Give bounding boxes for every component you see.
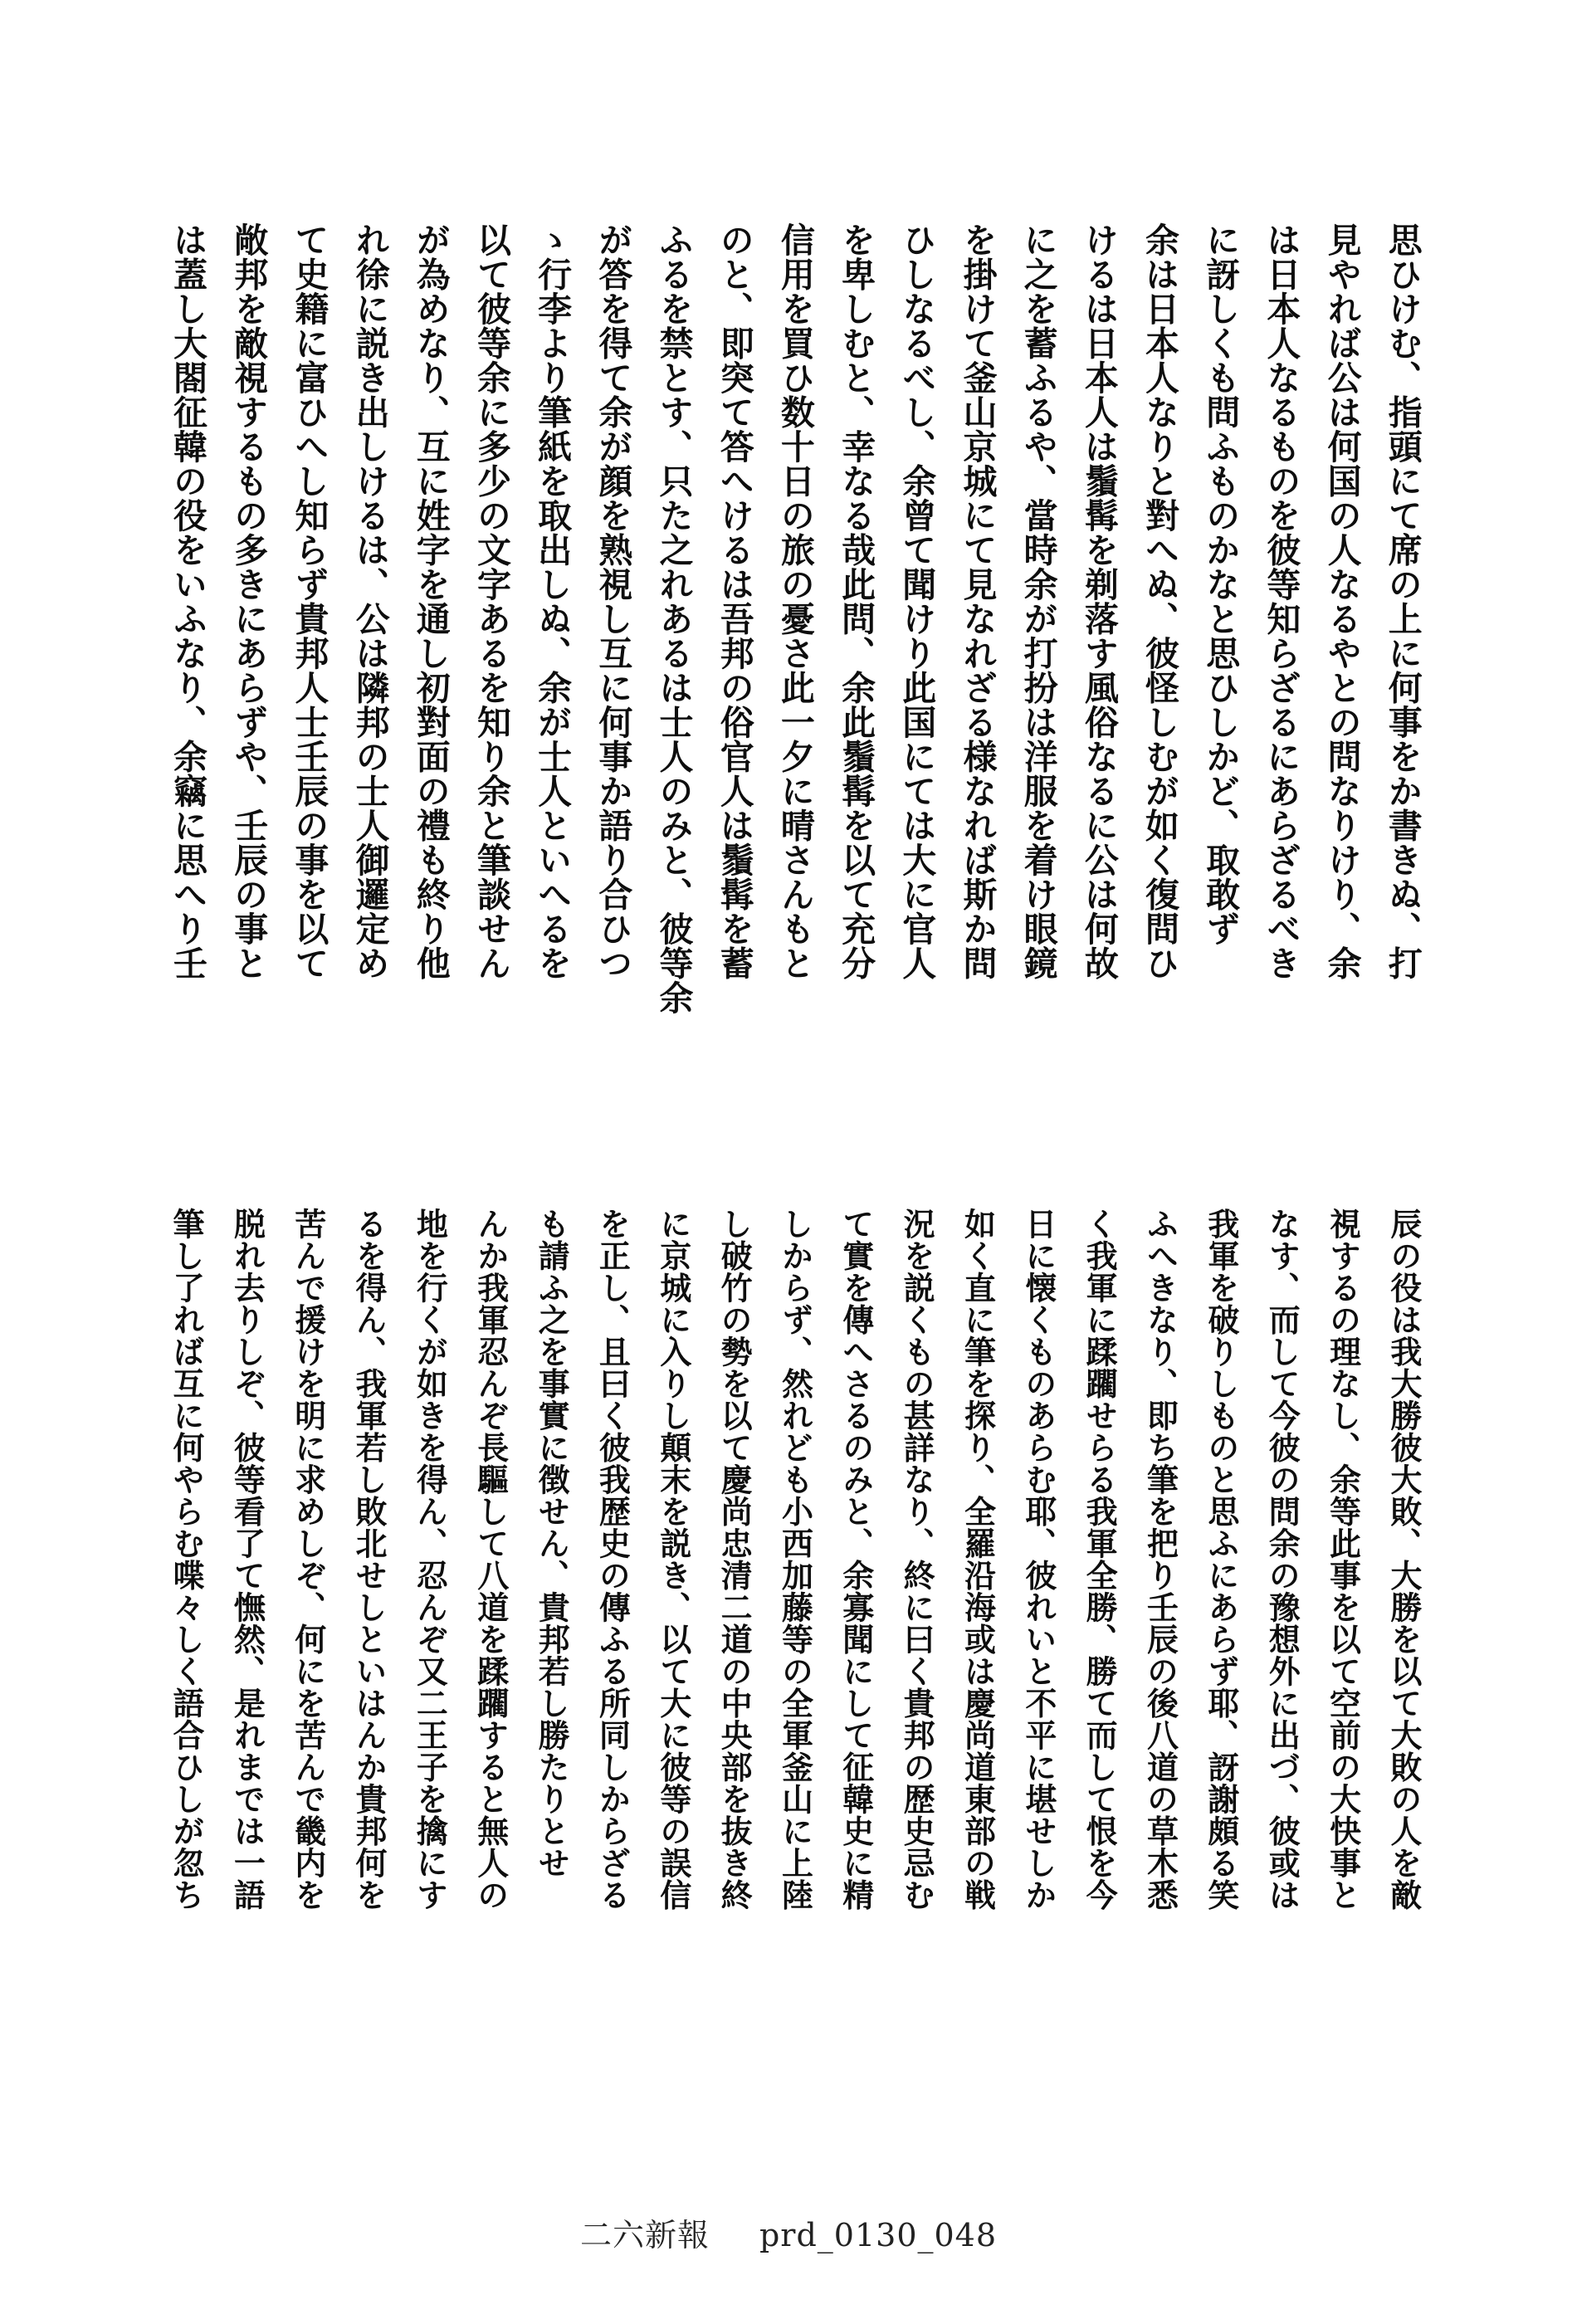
text-column: 況を説くもの甚詳なり、終に曰く貴邦の歴史忌む: [898, 1208, 936, 1911]
text-column: 以て彼等余に多少の文字あるを知り余と筆談せん: [471, 222, 511, 980]
text-column: ふるを禁とす、只た之れあるは士人のみと、彼等余: [653, 222, 694, 1015]
text-column: に京城に入りし顛末を説き、以て大に彼等の誤信: [654, 1208, 692, 1911]
lower-text-block: [168, 1208, 1423, 2042]
text-column: 敞邦を敵視するもの多きにあらずや、壬辰の事と: [228, 222, 269, 980]
text-column: 辰の役は我大勝彼大敗、大勝を以て大敗の人を敵: [1384, 1208, 1423, 1911]
text-column: 余は日本人なりと對へぬ、彼怪しむが如く復問ひ: [1140, 222, 1179, 980]
text-column: けるは日本人は鬚髯を剃落す風俗なるに公は何故: [1078, 222, 1119, 980]
text-column: れ徐に説き出しけるは、公は隣邦の士人御邏定め: [349, 222, 390, 980]
text-column: 地を行くが如きを得ん、忍んぞ又二王子を擒にす: [411, 1208, 449, 1911]
text-column: るを得ん、我軍若し敗北せしといはんか貴邦何を: [350, 1208, 388, 1911]
text-column: 苦んで援けを明に求めしぞ、何にを苦んで畿内を: [289, 1208, 327, 1911]
page-footer: [0, 2209, 1577, 2255]
text-column: を卑しむと、幸なる哉此問、余此鬚髯を以て充分: [836, 222, 876, 980]
text-column: ゝ行李より筆紙を取出しぬ、余が士人といへるを: [532, 222, 573, 980]
text-column: に之を蓄ふるや、當時余が打扮は洋服を着け眼鏡: [1018, 222, 1058, 980]
text-column: ひしなるべし、余曾て聞けり此国にては大に官人: [896, 222, 937, 980]
text-column: が答を得て余が顔を熟視し互に何事か語り合ひつ: [593, 222, 633, 980]
text-column: 日に懐くものあらむ耶、彼れいと不平に堪せしか: [1019, 1208, 1057, 1911]
text-column: が為めなり、互に姓字を通し初對面の禮も終り他: [410, 222, 451, 980]
text-column: て史籍に富ひへし知らず貴邦人士壬辰の事を以て: [289, 222, 330, 980]
text-column: んか我軍忍んぞ長驅して八道を蹂躙すると無人の: [471, 1208, 510, 1911]
text-column: 筆し了れば互に何やらむ喋々しく語合ひしが忽ち: [168, 1208, 205, 1911]
text-column: のと、即突て答へけるは吾邦の俗官人は鬚髯を蓄: [714, 222, 754, 980]
page-id: prd_0130_048: [759, 2217, 998, 2253]
text-column: し破竹の勢を以て慶尚忠清二道の中央部を抜き終: [715, 1208, 754, 1911]
text-column: なす、而して今彼の問余の豫想外に出づ、彼或は: [1263, 1208, 1301, 1911]
text-column: て實を傳へさるのみと、余寡聞にして征韓史に精: [837, 1208, 875, 1911]
text-column: しからず、然れども小西加藤等の全軍釜山に上陸: [776, 1208, 814, 1911]
text-column: に訝しくも問ふものかなと思ひしかど、取敢ず: [1200, 222, 1241, 946]
text-column: 見やれば公は何国の人なるやとの問なりけり、余: [1321, 222, 1362, 980]
text-column: 視するの理なし、余等此事を以て空前の大快事と: [1324, 1208, 1362, 1911]
text-column: 思ひけむ、指頭にて席の上に何事をか書きぬ、打: [1382, 222, 1423, 980]
text-column: を正し、且曰く彼我歴史の傳ふる所同しからざる: [593, 1208, 632, 1911]
text-column: 信用を買ひ数十日の旅の憂さ此一夕に晴さんもと: [774, 222, 815, 980]
text-column: を掛けて釜山京城にて見なれざる様なれば斯か問: [957, 222, 998, 980]
text-column: 脱れ去りしぞ、彼等看了て憮然、是れまでは一語: [228, 1208, 266, 1911]
text-column: く我軍に蹂躙せらる我軍全勝、勝て而して恨を今: [1081, 1208, 1119, 1911]
text-column: 我軍を破りしものと思ふにあらず耶、訝謝頗る笑: [1202, 1208, 1240, 1911]
text-column: も請ふ之を事實に徴せん、貴邦若し勝たりとせ: [533, 1208, 571, 1879]
text-column: ふへきなり、即ち筆を把り壬辰の後八道の草木悉: [1141, 1208, 1179, 1911]
text-column: 如く直に筆を探り、全羅沿海或は慶尚道東部の戦: [959, 1208, 997, 1911]
text-column: は日本人なるものを彼等知らざるにあらざるべき: [1261, 222, 1301, 980]
text-column: は蓋し大閤征韓の役をいふなり、余竊に思へり壬: [168, 222, 208, 980]
publication-name: 二六新報: [579, 2217, 710, 2253]
upper-text-block: [168, 222, 1423, 1119]
